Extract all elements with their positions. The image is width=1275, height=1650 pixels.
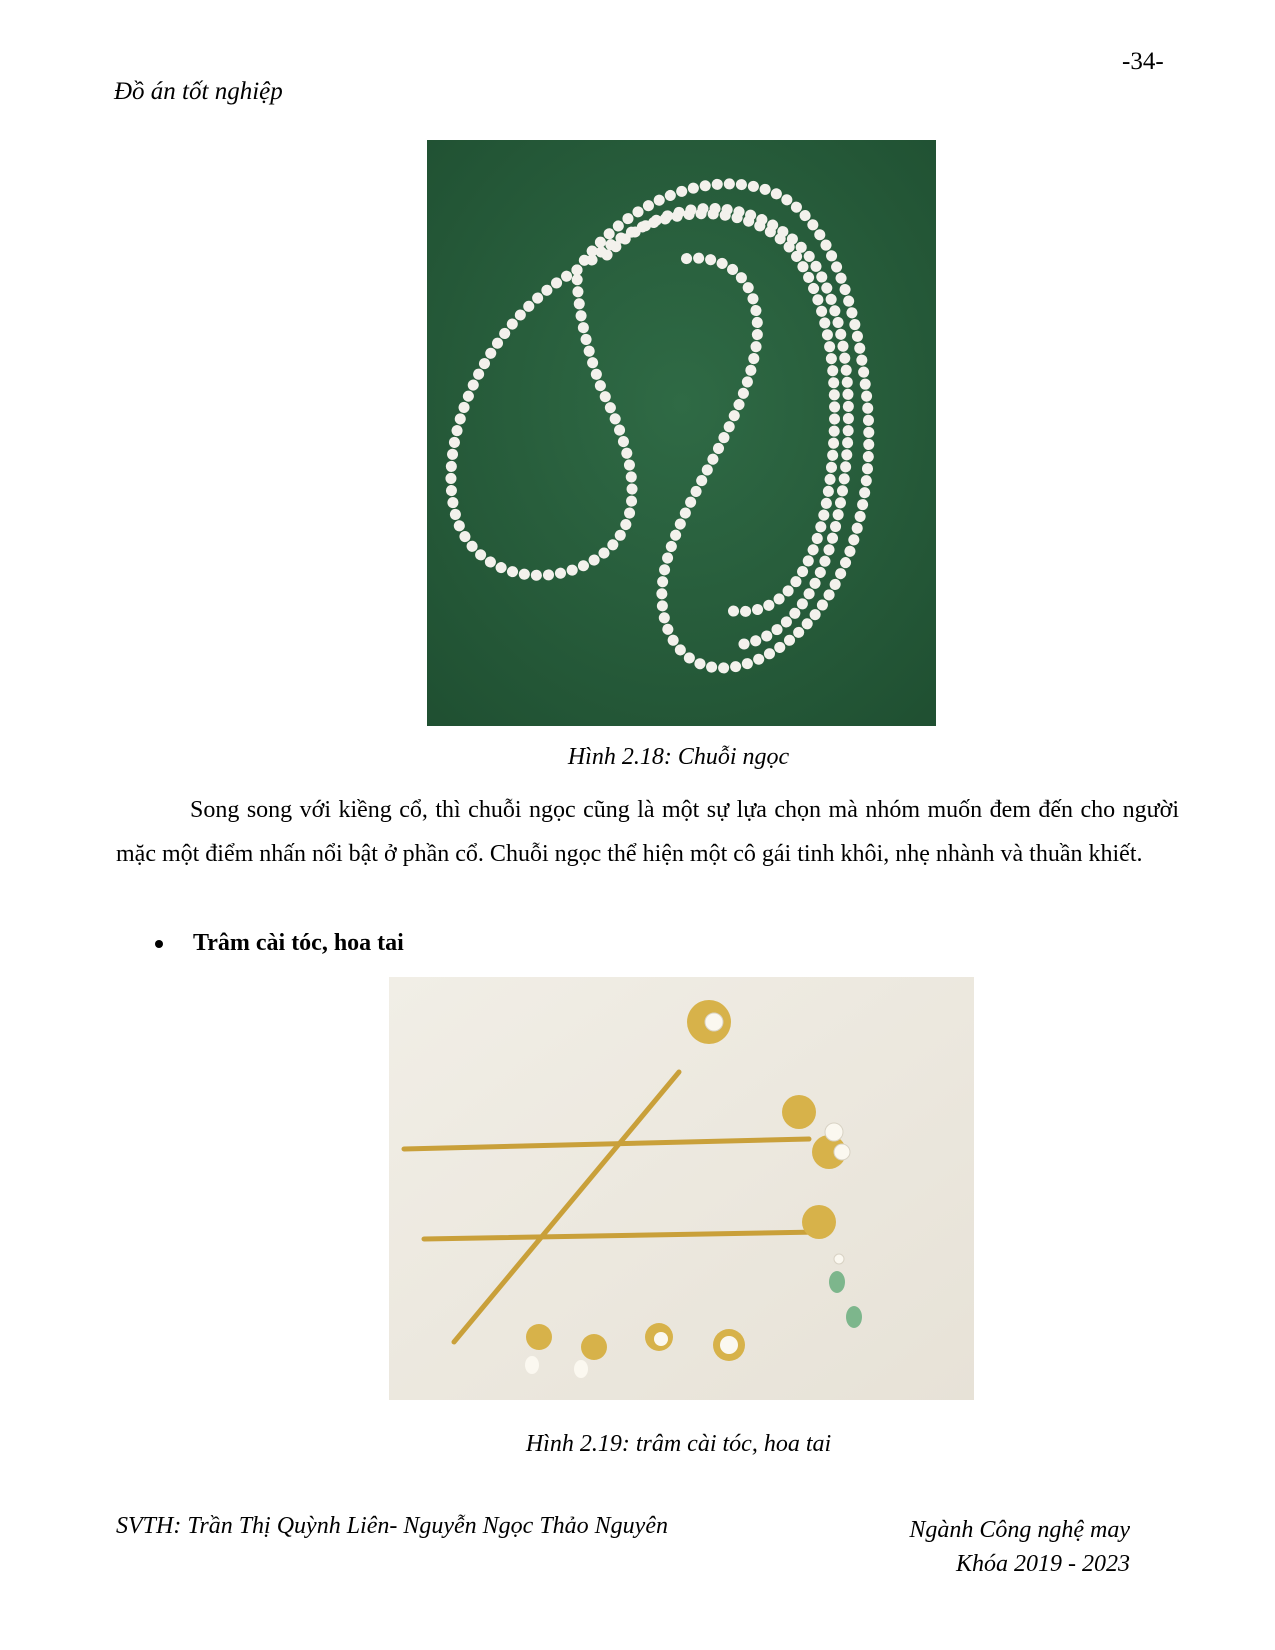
figure-caption: Hình 2.18: Chuỗi ngọc — [567, 744, 790, 770]
running-header-title: Đồ án tốt nghiệp — [114, 78, 283, 105]
page-number: -34- — [1122, 48, 1164, 75]
figure-caption: Hình 2.19: trâm cài tóc, hoa tai — [525, 1431, 832, 1457]
hairpins-earrings-photo — [389, 977, 974, 1400]
bullet-icon — [155, 940, 163, 948]
footer-cohort: Khóa 2019 - 2023 — [956, 1551, 1130, 1577]
footer-major: Ngành Công nghệ may — [909, 1517, 1130, 1543]
body-paragraph: Song song với kiềng cổ, thì chuỗi ngọc cũng là một sự lựa chọn mà nhóm muốn đem đến cho người mặc một điểm nhấn nổi bật ở phần cổ. Chuỗi ngọc thể hiện một cô gái tinh khôi, nhẹ nhành và thuần khiết. — [116, 797, 1179, 867]
pearl-necklace-photo — [427, 140, 936, 726]
bullet-heading: Trâm cài tóc, hoa tai — [193, 930, 404, 956]
bullet-item — [155, 930, 404, 957]
footer-course-info — [870, 1513, 1130, 1581]
footer-authors: SVTH: Trần Thị Quỳnh Liên- Nguyễn Ngọc Thảo Nguyên — [116, 1513, 668, 1539]
